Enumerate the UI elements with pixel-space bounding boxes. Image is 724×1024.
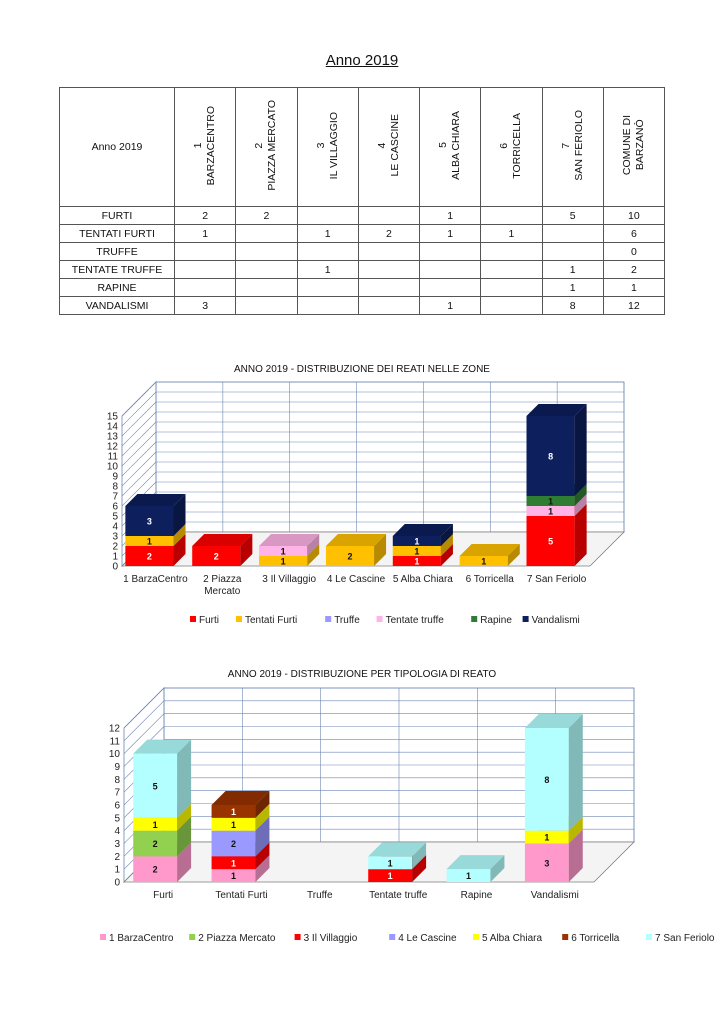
legend-item	[236, 615, 297, 626]
y-tick-label: 8	[114, 774, 120, 786]
row-label: FURTI	[60, 207, 175, 225]
table-cell	[358, 243, 419, 261]
bar-value-label: 1	[387, 871, 393, 882]
y-tick-label: 11	[107, 451, 118, 463]
legend-label: Truffe	[334, 615, 360, 626]
bar-value-label: 8	[544, 774, 550, 785]
bar-value-label: 8	[548, 451, 554, 462]
bar-value-label: 5	[152, 781, 158, 792]
y-tick-label: 6	[114, 800, 120, 812]
legend-label: Tentate truffe	[385, 615, 444, 626]
table-cell: 1	[542, 261, 603, 279]
y-tick-label: 7	[114, 787, 120, 799]
bar-value-label: 1	[481, 556, 487, 567]
legend-swatch	[236, 616, 242, 622]
bar-value-label: 1	[146, 536, 152, 547]
table-cell	[542, 243, 603, 261]
legend-swatch	[189, 934, 195, 940]
bar-value-label: 1	[387, 858, 393, 869]
legend-swatch	[100, 934, 106, 940]
chart-2-title: ANNO 2019 - DISTRIBUZIONE PER TIPOLOGIA DI REATO	[227, 669, 497, 680]
table-cell: 1	[603, 279, 664, 297]
bar-value-label: 1	[465, 871, 472, 882]
y-tick-label: 12	[106, 441, 118, 453]
table-cell: 1	[542, 279, 603, 297]
table-row	[60, 297, 665, 315]
table-column-header	[603, 88, 664, 207]
legend-swatch	[471, 616, 477, 622]
y-tick-label: 13	[106, 431, 118, 443]
bar-value-label: 1	[414, 556, 420, 567]
bar-segment	[125, 494, 185, 536]
bar-value-label: 1	[230, 806, 237, 817]
table-cell	[481, 207, 542, 225]
table-cell	[236, 297, 297, 315]
x-category-label: Truffe	[307, 890, 333, 901]
row-label: VANDALISMI	[60, 297, 175, 315]
column-header-label: 1 BARZACENTRO	[192, 105, 218, 186]
legend-swatch	[295, 934, 301, 940]
x-category-label: 3 Il Villaggio	[262, 574, 317, 585]
table-row	[60, 243, 665, 261]
table-cell	[481, 279, 542, 297]
table-cell: 1	[297, 261, 358, 279]
bar-value-label: 1	[280, 546, 286, 557]
x-category-label: 5 Alba Chiara	[392, 574, 453, 585]
table-cell	[297, 297, 358, 315]
column-header-label: 7 SAN FERIOLO	[559, 110, 585, 181]
bar-value-label: 2	[347, 551, 353, 562]
table-row	[60, 279, 665, 297]
table-cell	[297, 207, 358, 225]
table-cell	[420, 243, 481, 261]
table-header-row	[60, 88, 665, 207]
y-tick-label: 4	[114, 826, 120, 838]
table-body	[60, 207, 665, 315]
column-header-label: 5 ALBA CHIARA	[437, 111, 463, 180]
y-tick-label: 0	[114, 877, 120, 889]
y-tick-label: 10	[108, 749, 120, 761]
table-cell: 1	[481, 225, 542, 243]
table-column-header	[420, 88, 481, 207]
y-tick-label: 6	[112, 501, 118, 513]
table-cell: 1	[420, 207, 481, 225]
table-cell	[358, 261, 419, 279]
legend-item	[562, 933, 620, 944]
bar-segment	[192, 534, 252, 566]
y-tick-label: 1	[112, 551, 118, 563]
table-cell	[297, 279, 358, 297]
y-tick-label: 9	[112, 471, 118, 483]
legend-label: 4 Le Cascine	[398, 933, 457, 944]
y-tick-label: 15	[106, 411, 118, 423]
y-tick-label: 5	[112, 511, 118, 523]
y-tick-label: 2	[114, 851, 120, 863]
legend-label: Vandalismi	[531, 615, 580, 626]
legend-item	[646, 933, 715, 944]
table-column-header	[297, 88, 358, 207]
y-tick-label: 1	[114, 864, 120, 876]
table-column-header	[542, 88, 603, 207]
table-cell	[358, 297, 419, 315]
chart-crime-types	[0, 684, 724, 954]
table-cell	[175, 261, 236, 279]
table-row	[60, 207, 665, 225]
legend-item	[190, 615, 219, 626]
table-cell	[481, 261, 542, 279]
page-title: Anno 2019	[325, 52, 399, 69]
table-cell: 1	[297, 225, 358, 243]
legend-item	[295, 933, 358, 944]
bar-value-label: 2	[146, 551, 152, 562]
y-tick-label: 11	[109, 736, 120, 748]
y-tick-label: 2	[112, 541, 118, 553]
bar-value-label: 1	[230, 819, 237, 830]
x-category-label: Furti	[153, 890, 174, 901]
legend-label: 3 Il Villaggio	[303, 933, 358, 944]
legend-swatch	[562, 934, 568, 940]
table-cell	[236, 261, 297, 279]
table-cell: 2	[175, 207, 236, 225]
bar-segment	[527, 404, 587, 496]
table-cell	[297, 243, 358, 261]
table-cell	[481, 297, 542, 315]
table-cell	[175, 243, 236, 261]
bar-value-label: 3	[146, 516, 152, 527]
y-tick-label: 8	[112, 481, 118, 493]
x-category-label: 4 Le Cascine	[326, 574, 386, 585]
bar-value-label: 5	[548, 536, 554, 547]
legend-label: 6 Torricella	[571, 933, 620, 944]
column-header-label: 3 IL VILLAGGIO	[314, 111, 340, 180]
bar-side	[569, 714, 583, 831]
column-header-label: 4 LE CASCINE	[375, 114, 401, 177]
table-cell: 1	[420, 225, 481, 243]
bar-segment	[133, 740, 191, 818]
legend-label: Rapine	[480, 615, 512, 626]
y-tick-label: 5	[114, 813, 120, 825]
legend-swatch	[190, 616, 196, 622]
table-column-header	[175, 88, 236, 207]
bar-value-label: 2	[230, 839, 237, 849]
column-header-label: 6 TORRICELLA	[498, 112, 524, 179]
table-cell: 1	[420, 297, 481, 315]
table-cell	[236, 279, 297, 297]
bar-segment	[525, 714, 583, 831]
table-cell: 5	[542, 207, 603, 225]
legend-swatch	[523, 616, 529, 622]
legend-label: 2 Piazza Mercato	[198, 933, 276, 944]
crime-data-table	[59, 87, 665, 315]
y-tick-label: 3	[114, 839, 120, 850]
x-category-label: 6 Torricella	[465, 574, 514, 585]
table-cell: 1	[175, 225, 236, 243]
y-tick-label: 10	[106, 461, 118, 473]
bar-value-label: 1	[230, 871, 237, 882]
y-tick-label: 12	[108, 723, 120, 735]
table-cell: 12	[603, 297, 664, 315]
bar-side	[575, 404, 587, 496]
y-tick-label: 3	[112, 531, 118, 543]
legend-label: Tentati Furti	[245, 615, 298, 626]
y-tick-label: 0	[112, 561, 118, 573]
bar-segment	[326, 534, 386, 566]
y-tick-label: 4	[112, 521, 118, 533]
y-tick-label: 14	[106, 421, 118, 433]
bar-value-label: 1	[414, 546, 420, 557]
legend-item	[389, 933, 457, 944]
x-category-label: 7 San Feriolo	[526, 574, 587, 585]
table-column-header	[358, 88, 419, 207]
table-cell	[358, 279, 419, 297]
legend-item	[189, 933, 276, 944]
x-category-label: 2 Piazza Mercato	[203, 574, 242, 597]
legend-swatch	[389, 934, 395, 940]
column-header-label: COMUNE DI BARZANÒ	[620, 115, 646, 176]
row-label: TRUFFE	[60, 243, 175, 261]
bar-value-label: 1	[152, 819, 158, 830]
table-cell: 2	[236, 207, 297, 225]
bar-value-label: 1	[230, 858, 237, 869]
bar-value-label: 2	[152, 839, 158, 849]
table-cell: 3	[175, 297, 236, 315]
table-cell	[420, 279, 481, 297]
legend-swatch	[646, 934, 652, 940]
x-category-label: 1 BarzaCentro	[123, 574, 188, 585]
bar-value-label: 1	[544, 832, 550, 843]
legend-item	[377, 615, 445, 626]
x-category-label: Tentati Furti	[215, 890, 268, 901]
bar-value-label: 1	[548, 506, 554, 517]
table-cell	[175, 279, 236, 297]
row-label: TENTATE TRUFFE	[60, 261, 175, 279]
legend-label: Furti	[199, 615, 219, 626]
legend-item	[471, 615, 512, 626]
table-cell: 2	[603, 261, 664, 279]
table-row	[60, 261, 665, 279]
table-cell	[236, 243, 297, 261]
bar-value-label: 1	[414, 536, 420, 547]
bar-value-label: 3	[544, 858, 550, 869]
bar-value-label: 2	[213, 551, 219, 562]
y-tick-label: 9	[114, 762, 120, 773]
legend-label: 5 Alba Chiara	[482, 933, 543, 944]
x-category-label: Rapine	[460, 890, 493, 901]
table-cell	[358, 207, 419, 225]
table-cell	[542, 225, 603, 243]
table-cell	[420, 261, 481, 279]
legend-item	[523, 615, 580, 626]
legend-swatch	[377, 616, 383, 622]
legend-item	[473, 933, 542, 944]
chart-zones	[0, 378, 724, 628]
table-cell	[236, 225, 297, 243]
legend-label: 1 BarzaCentro	[109, 933, 174, 944]
x-category-label: Vandalismi	[530, 890, 579, 901]
column-header-label: 2 PIAZZA MERCATO	[253, 100, 279, 191]
bar-value-label: 2	[152, 864, 158, 875]
table-cell: 8	[542, 297, 603, 315]
bar-value-label: 1	[280, 556, 286, 567]
x-category-label: Tentate truffe	[369, 890, 428, 901]
table-corner-label: Anno 2019	[60, 88, 175, 207]
row-label: RAPINE	[60, 279, 175, 297]
table-column-header	[481, 88, 542, 207]
table-cell	[481, 243, 542, 261]
legend-item	[325, 615, 360, 626]
table-cell: 6	[603, 225, 664, 243]
chart-1-title: ANNO 2019 - DISTRIBUZIONE DEI REATI NELLE ZONE	[234, 364, 490, 375]
table-cell: 0	[603, 243, 664, 261]
table-column-header	[236, 88, 297, 207]
table-cell: 10	[603, 207, 664, 225]
legend-swatch	[473, 934, 479, 940]
row-label: TENTATI FURTI	[60, 225, 175, 243]
table-cell: 2	[358, 225, 419, 243]
legend-item	[100, 933, 174, 944]
legend-label: 7 San Feriolo	[655, 933, 715, 944]
bar-value-label: 1	[548, 496, 554, 507]
table-row	[60, 225, 665, 243]
legend-swatch	[325, 616, 331, 622]
y-tick-label: 7	[112, 491, 118, 503]
